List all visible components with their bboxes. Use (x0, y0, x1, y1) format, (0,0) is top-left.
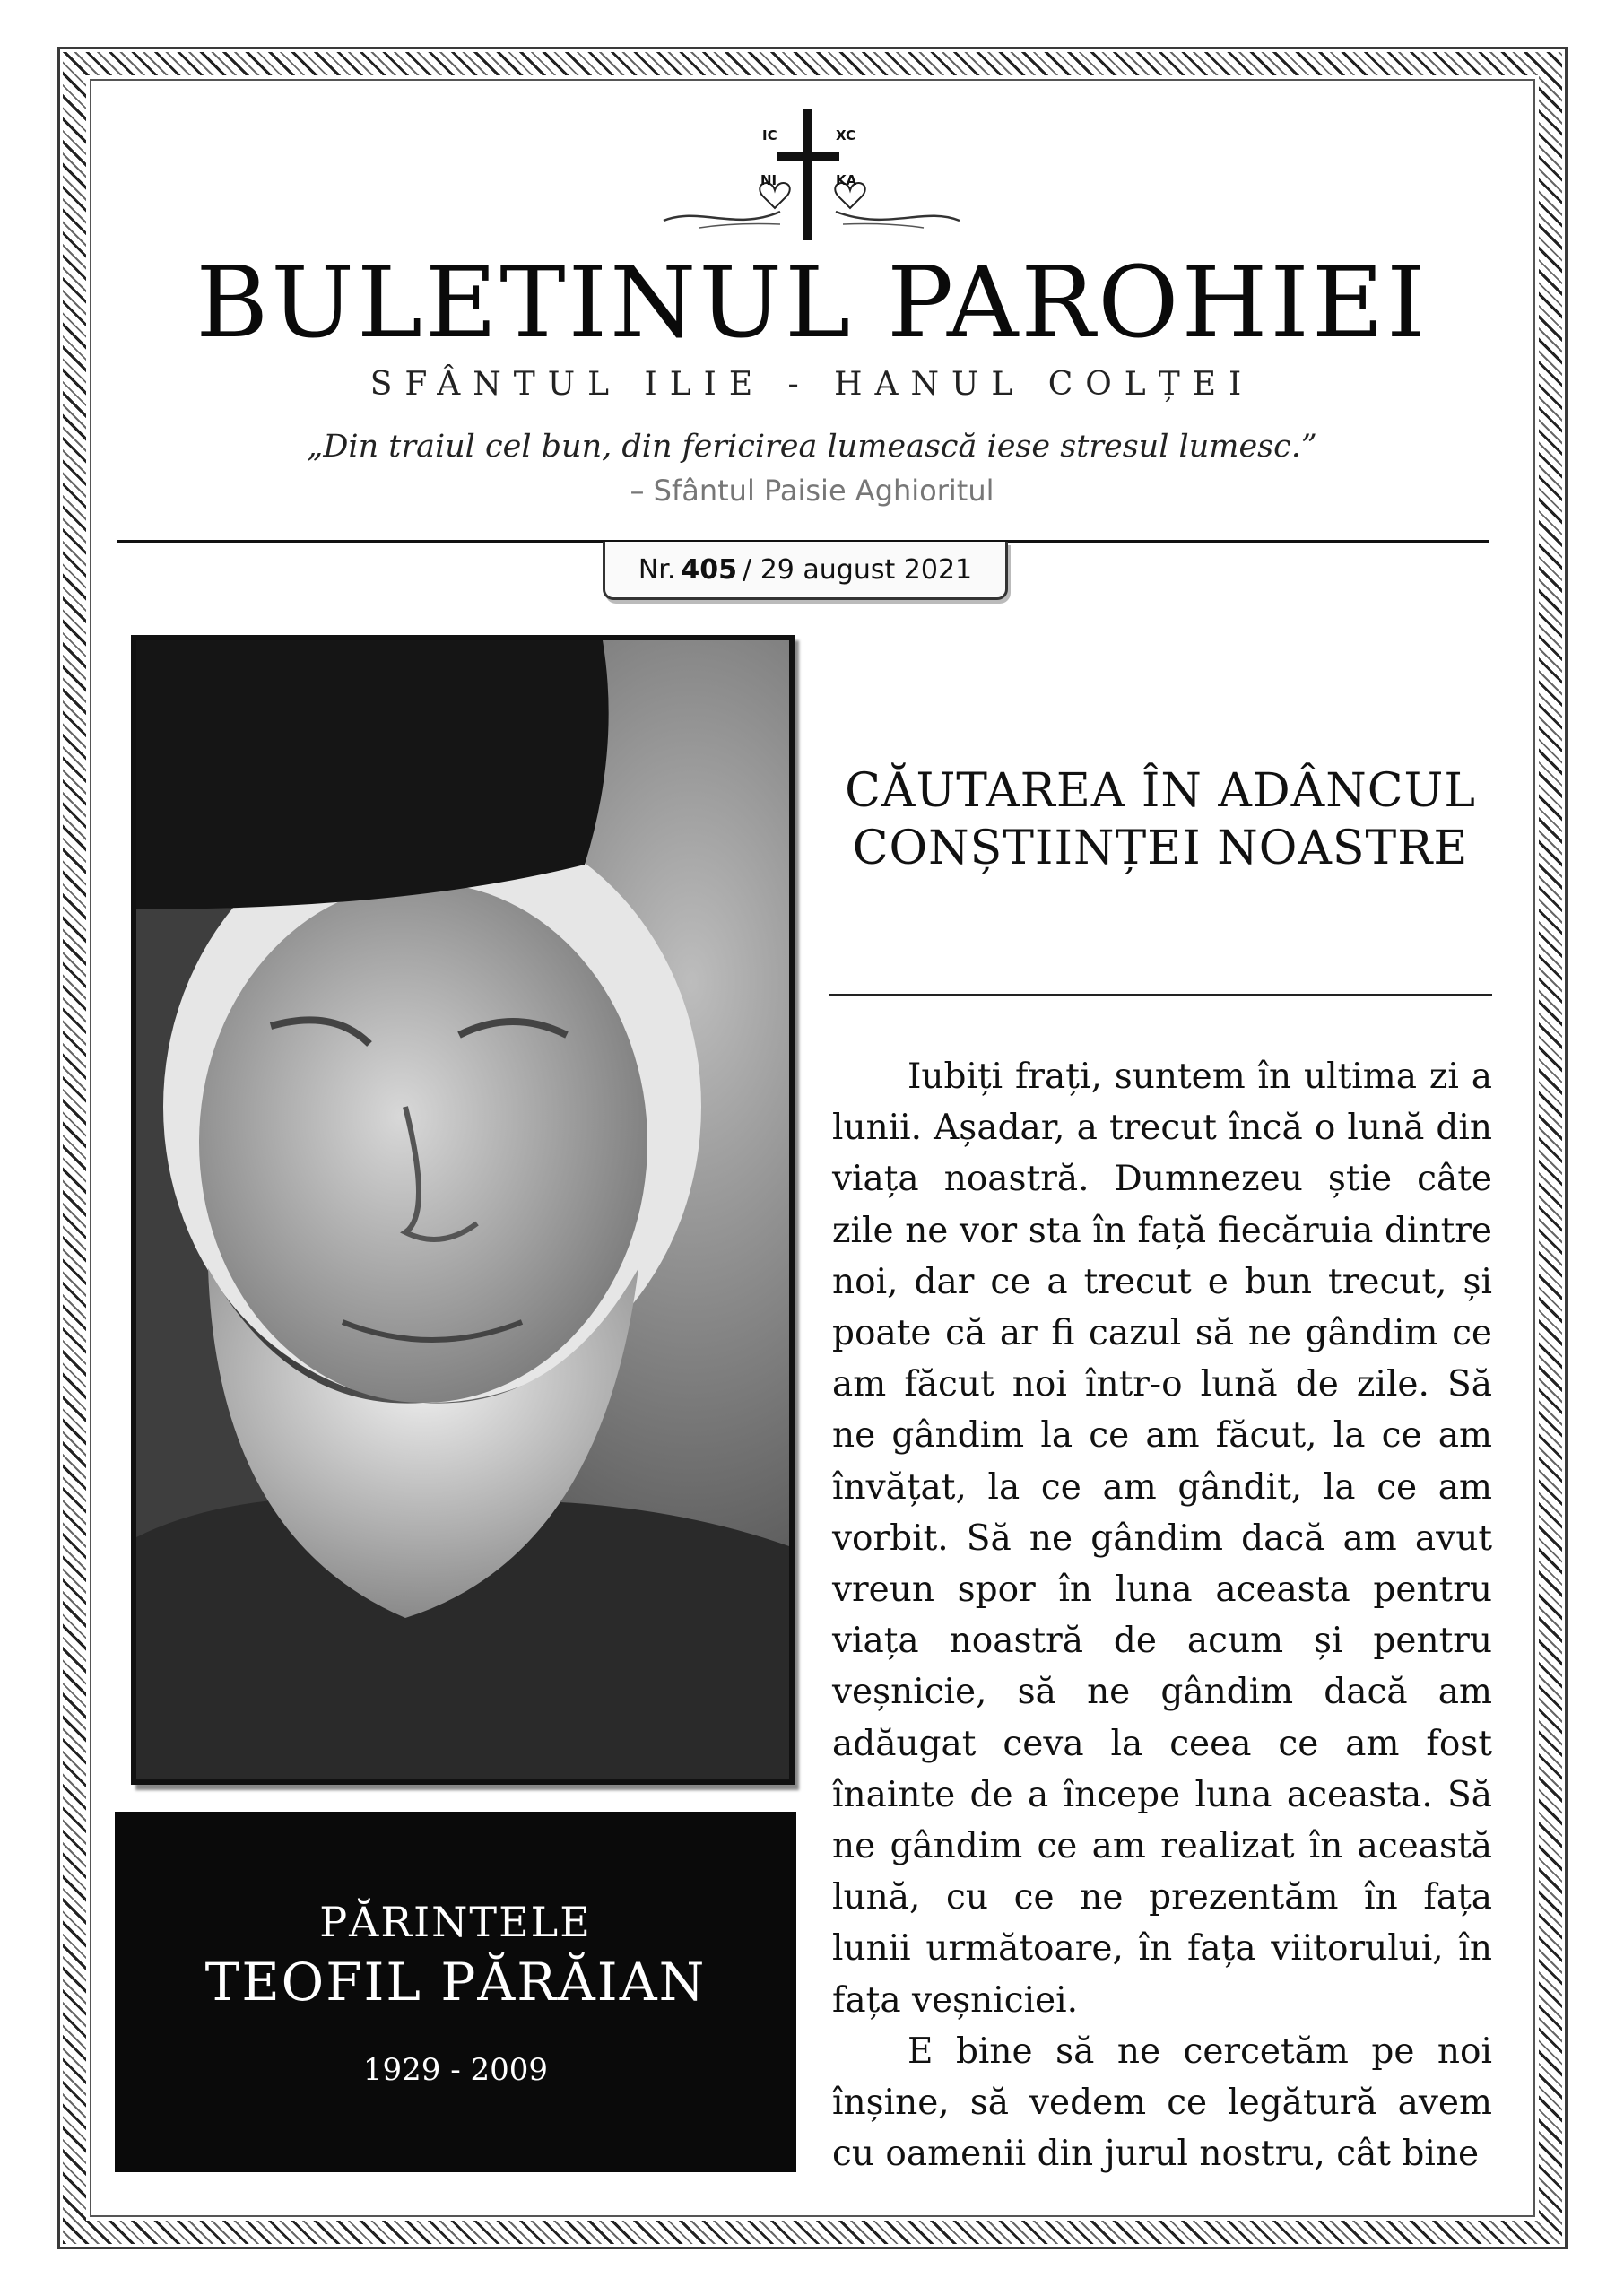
portrait-icon (136, 640, 789, 1779)
article-paragraph: Iubiți frați, suntem în ultima zi a lunii. Așadar, a trecut încă o lună din viața noastră. Dumnezeu știe câte zile ne vor sta în față fiecăruia dintre noi, dar ce a trecut e bun trecut, și poate că ar fi cazul să ne gândim ce am făcut noi într-o lună de zile. Să ne gândim la ce am făcut, la ce am învățat, la ce am gândit, la ce am vorbit. Să ne gândim dacă am avut vreun spor în luna aceasta pentru viața noastră de acum și pentru veșnicie, să ne gândim dacă am adăugat ceva la ceea ce am fost înainte de a începe luna aceasta. Să ne gândim ce am realizat în această lună, cu ce ne prezentăm în fața lunii următoare, în fața viitorului, în fața veșniciei. (832, 1057, 1492, 2021)
page-title: BULETINUL PAROHIEI (195, 245, 1429, 360)
emblem-label-xc: XC (836, 127, 856, 144)
caption-name: TEOFIL PĂRĂIAN (204, 1952, 707, 2013)
issue-date: / 29 august 2021 (743, 553, 973, 586)
article-title (829, 762, 1492, 877)
emblem-label-ic: IC (762, 127, 777, 144)
article-rule (829, 994, 1492, 996)
article-title-line2: CONȘTIINȚEI NOASTRE (852, 822, 1469, 875)
article-title-line1: CĂUTAREA ÎN ADÂNCUL (845, 764, 1476, 818)
quote-author: – Sfântul Paisie Aghioritul (630, 474, 994, 508)
header-quote: „Din traiul cel bun, din fericirea lumească iese stresul lumesc.” (307, 429, 1317, 465)
caption-line1: PĂRINTELE (319, 1898, 592, 1946)
emblem-label-ni: NI (760, 172, 777, 188)
issue-number: 405 (681, 553, 738, 586)
article-body (832, 1051, 1492, 2179)
caption-years: 1929 - 2009 (362, 2052, 549, 2088)
emblem-label-ka: KA (836, 172, 857, 188)
issue-prefix: Nr. (638, 553, 676, 586)
page-subtitle: SFÂNTUL ILIE - HANUL COLȚEI (369, 366, 1255, 403)
cross-emblem (646, 106, 977, 249)
photo-caption (115, 1812, 796, 2172)
issue-badge (603, 542, 1008, 600)
article-paragraph: E bine să ne cercetăm pe noi înșine, să vedem ce legătură avem cu oamenii din jurul nostru, cât bine (832, 2031, 1492, 2175)
cross-icon (646, 106, 977, 249)
portrait-photo (131, 635, 795, 1785)
